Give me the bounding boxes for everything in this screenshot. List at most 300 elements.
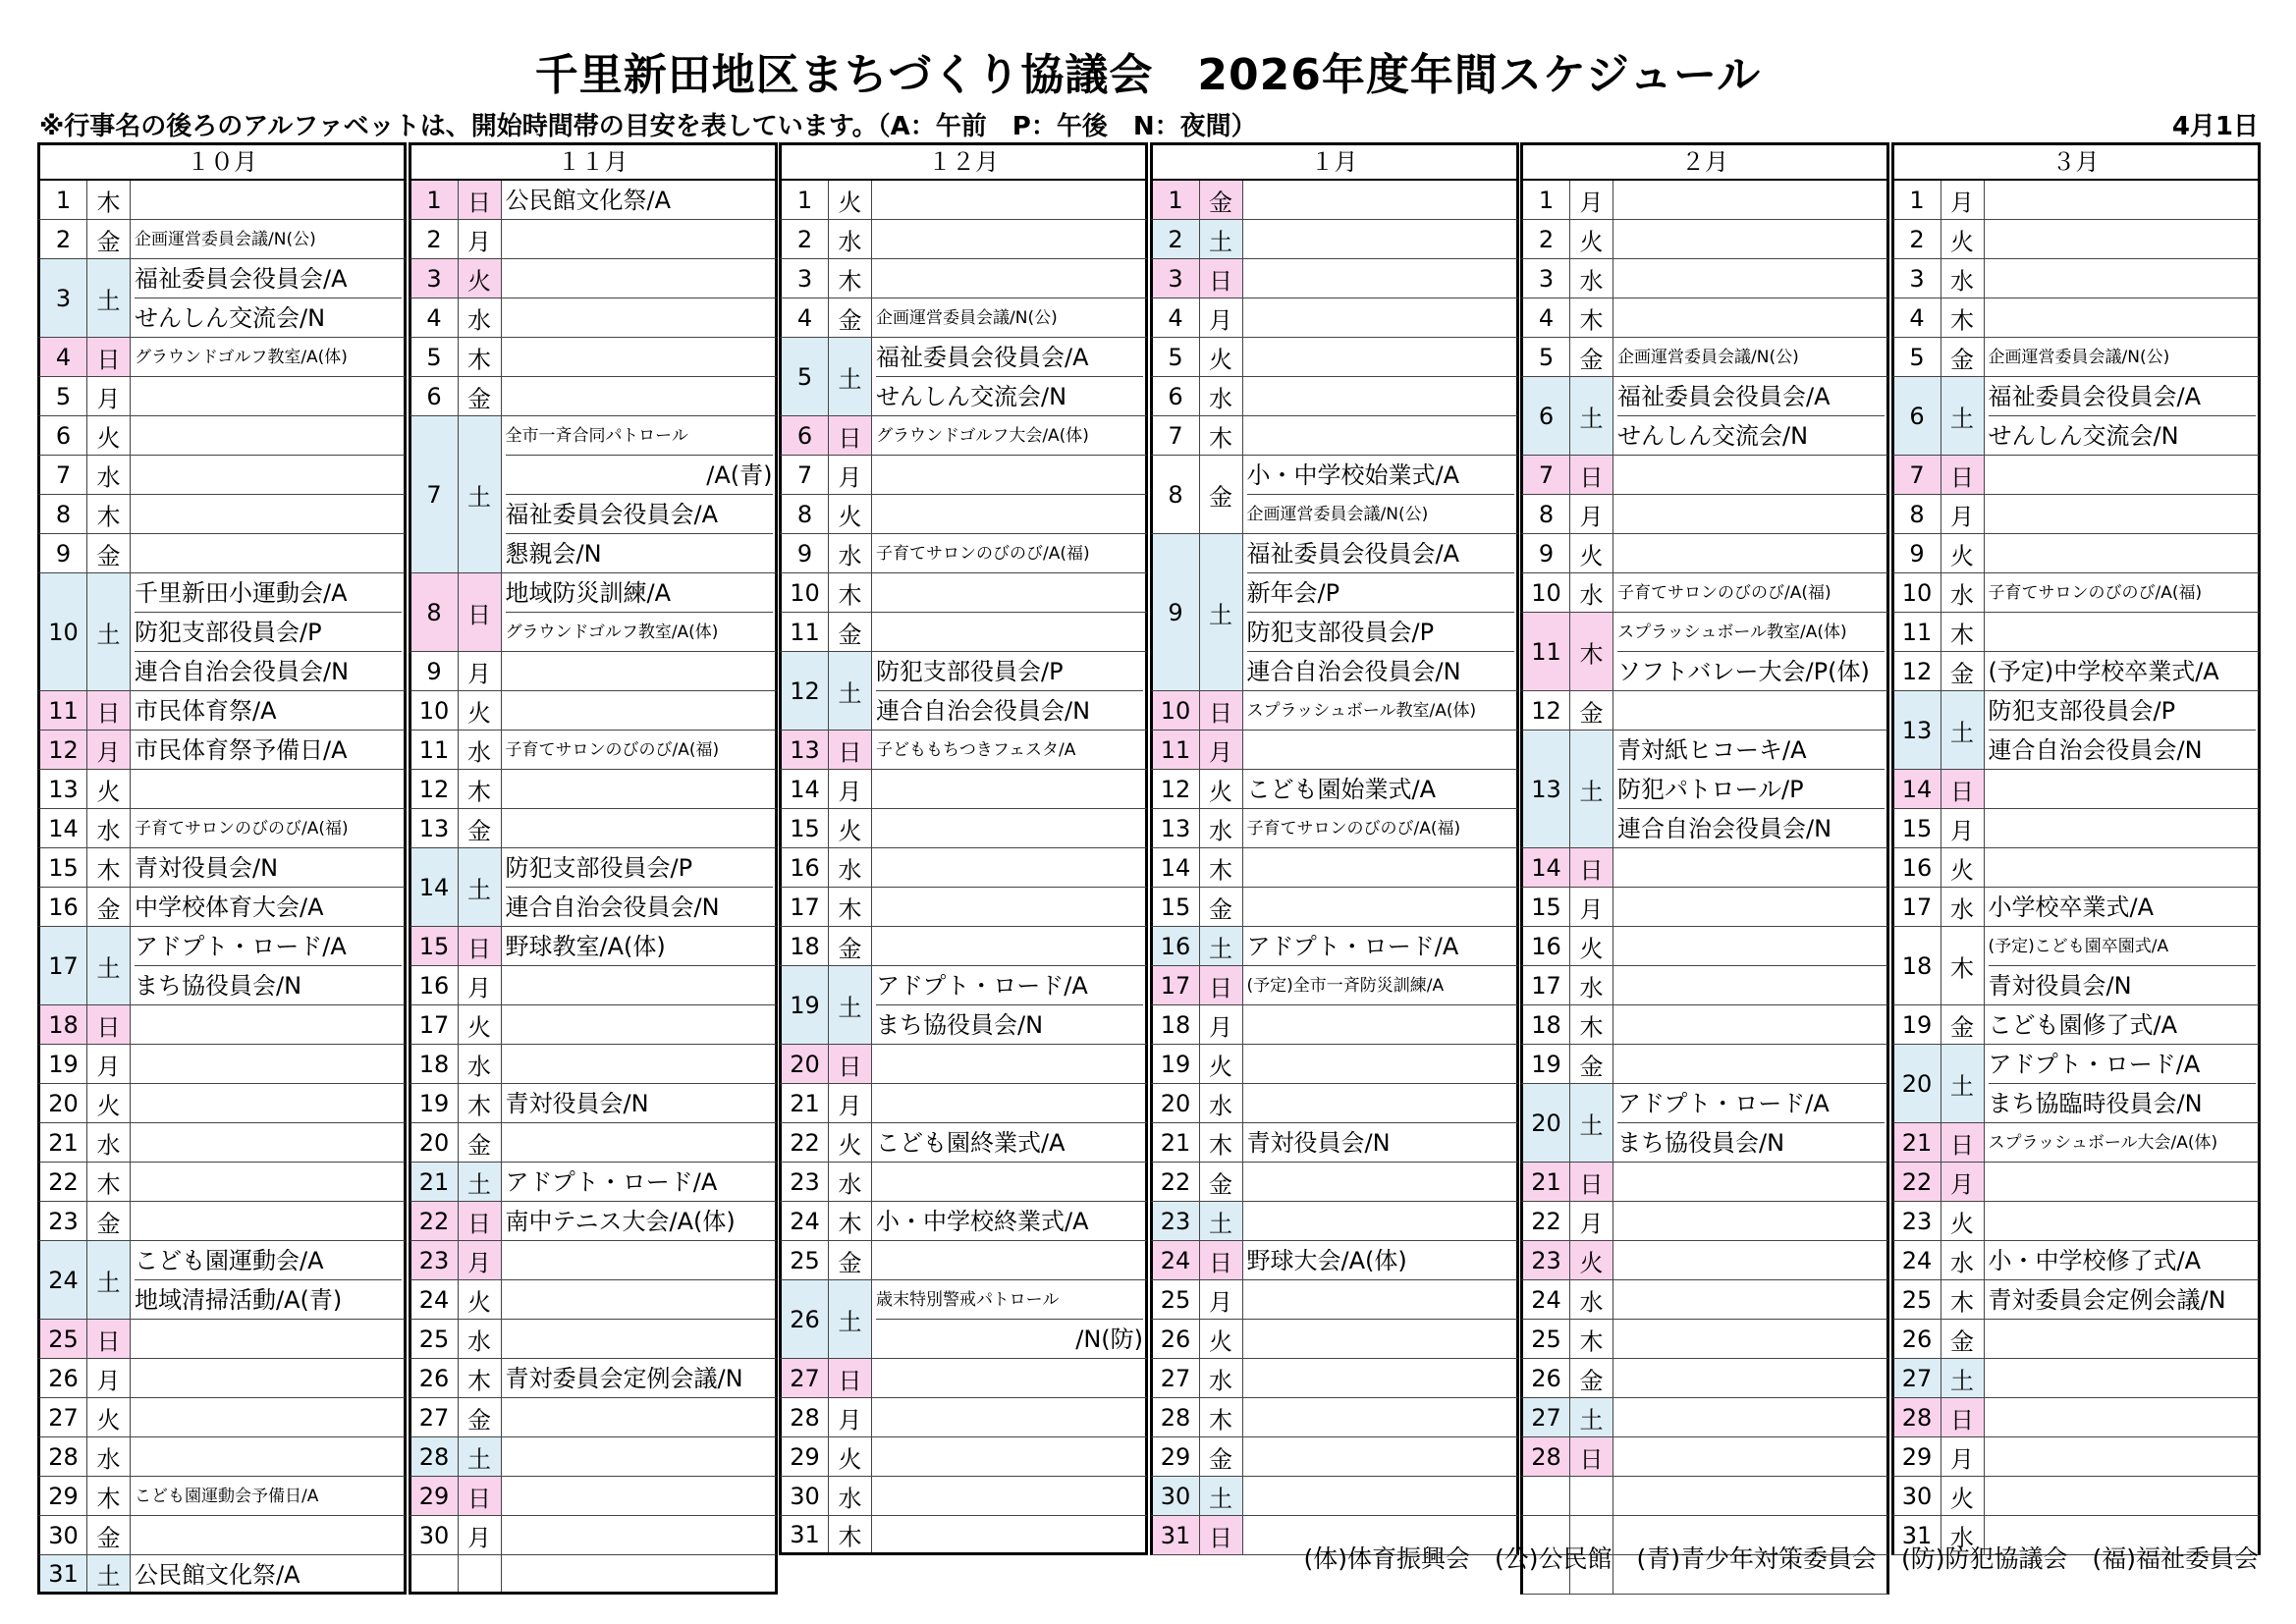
event-cell [1985, 534, 2258, 572]
weekday: 金 [459, 377, 502, 415]
event-cell [131, 888, 404, 926]
event-item: 野球大会/A(体) [1246, 1247, 1407, 1274]
day-number: 26 [1523, 1359, 1570, 1397]
event-cell [1243, 298, 1516, 337]
event-cell [1243, 1241, 1516, 1279]
day-row [779, 613, 1148, 652]
day-number: 9 [1523, 534, 1570, 572]
day-number: 25 [40, 1320, 87, 1358]
day-number: 2 [1153, 220, 1200, 258]
event-cell [131, 1437, 404, 1476]
event-cell [1613, 731, 1886, 847]
day-row [779, 1437, 1148, 1477]
weekday: 日 [1570, 456, 1613, 494]
weekday: 日 [829, 1359, 872, 1397]
event-item: せんしん交流会/N [1617, 422, 1809, 450]
day-number: 6 [782, 416, 829, 455]
weekday: 水 [1941, 573, 1985, 612]
day-number: 16 [40, 888, 87, 926]
weekday: 月 [829, 456, 872, 494]
event-cell [502, 1084, 775, 1122]
day-row [1520, 613, 1889, 691]
event-cell [502, 220, 775, 258]
day-number: 14 [782, 770, 829, 808]
day-number: 12 [40, 731, 87, 769]
day-row [37, 731, 407, 770]
event-cell [1985, 298, 2258, 337]
event-item: 青対委員会定例会議/N [1988, 1286, 2226, 1314]
day-number: 23 [411, 1241, 459, 1279]
day-number: 4 [1153, 298, 1200, 337]
day-row [409, 966, 778, 1005]
event-item: 小・中学校終業式/A [876, 1208, 1089, 1235]
weekday: 金 [1570, 1359, 1613, 1397]
weekday: 月 [829, 770, 872, 808]
weekday: 火 [459, 691, 502, 730]
weekday: 日 [1941, 456, 1985, 494]
day-number: 24 [782, 1202, 829, 1240]
month-header: １０月 [37, 142, 407, 181]
event-cell [502, 298, 775, 337]
weekday: 木 [87, 181, 131, 219]
event-cell [1985, 652, 2258, 690]
event-cell [131, 809, 404, 847]
event-cell [1985, 770, 2258, 808]
day-row [779, 1241, 1148, 1280]
day-number: 24 [1523, 1280, 1570, 1319]
event-cell [131, 377, 404, 415]
day-row [779, 456, 1148, 495]
day-number: 30 [411, 1516, 459, 1554]
day-number: 14 [1523, 848, 1570, 887]
day-number: 28 [1153, 1398, 1200, 1436]
day-row [1150, 1320, 1519, 1359]
event-cell [131, 259, 404, 337]
day-number: 23 [782, 1163, 829, 1201]
event-cell [131, 495, 404, 533]
weekday: 金 [87, 220, 131, 258]
day-row [779, 495, 1148, 534]
event-cell [1613, 534, 1886, 572]
event-cell [502, 691, 775, 730]
weekday: 金 [1200, 181, 1243, 219]
event-item: せんしん交流会/N [876, 383, 1067, 410]
event-cell [1243, 1202, 1516, 1240]
day-row [1150, 1005, 1519, 1045]
day-row [409, 731, 778, 770]
event-cell [872, 573, 1145, 612]
event-cell [131, 1516, 404, 1554]
weekday: 月 [1200, 298, 1243, 337]
event-cell [1985, 1477, 2258, 1515]
weekday: 土 [1200, 534, 1243, 690]
event-cell [1613, 573, 1886, 612]
weekday: 木 [1941, 298, 1985, 337]
day-number: 11 [1523, 613, 1570, 690]
weekday: 日 [87, 1005, 131, 1044]
day-row [1150, 1398, 1519, 1437]
event-cell [872, 613, 1145, 651]
event-cell [1613, 1045, 1886, 1083]
event-item: 中学校体育大会/A [135, 893, 324, 921]
day-number: 31 [1894, 1516, 1941, 1554]
event-cell [1613, 1320, 1886, 1358]
day-number: 2 [411, 220, 459, 258]
day-number: 30 [1153, 1477, 1200, 1515]
day-row [1520, 259, 1889, 298]
day-row [37, 1398, 407, 1437]
day-row [779, 1084, 1148, 1123]
day-row [1891, 377, 2261, 456]
event-cell [131, 416, 404, 455]
day-number: 24 [411, 1280, 459, 1319]
day-row [409, 1084, 778, 1123]
event-item: 防犯支部役員会/P [876, 652, 1143, 691]
day-number: 4 [1894, 298, 1941, 337]
event-cell [1985, 1045, 2258, 1122]
event-cell [1243, 1163, 1516, 1201]
event-cell [1243, 1123, 1516, 1162]
event-cell [1243, 848, 1516, 887]
weekday: 金 [1941, 1320, 1985, 1358]
event-cell [502, 1555, 775, 1592]
event-cell [502, 259, 775, 298]
day-row [409, 1202, 778, 1241]
day-row [1891, 848, 2261, 888]
day-number: 22 [782, 1123, 829, 1162]
day-row [1520, 1398, 1889, 1437]
event-cell [1243, 1280, 1516, 1319]
day-number: 15 [1523, 888, 1570, 926]
event-cell [502, 1516, 775, 1554]
day-number: 2 [40, 220, 87, 258]
weekday: 日 [1941, 1123, 1985, 1162]
event-cell [1613, 456, 1886, 494]
day-number: 21 [1894, 1123, 1941, 1162]
weekday: 水 [829, 848, 872, 887]
weekday: 月 [1570, 888, 1613, 926]
day-number: 18 [1894, 927, 1941, 1004]
event-cell [1613, 298, 1886, 337]
day-row [37, 1359, 407, 1398]
weekday: 金 [1570, 1045, 1613, 1083]
day-number: 14 [1153, 848, 1200, 887]
day-row [1520, 181, 1889, 220]
day-row [1891, 1359, 2261, 1398]
event-cell [502, 1477, 775, 1515]
weekday: 木 [829, 1202, 872, 1240]
day-number: 15 [40, 848, 87, 887]
day-row [779, 1477, 1148, 1516]
event-cell [502, 1320, 775, 1358]
event-item: 企画運営委員会議/N(公) [1617, 348, 1799, 367]
weekday: 金 [459, 1398, 502, 1436]
weekday: 金 [87, 1516, 131, 1554]
day-number: 27 [1894, 1359, 1941, 1397]
weekday: 金 [87, 534, 131, 572]
event-cell [872, 1163, 1145, 1201]
day-number: 18 [1523, 1005, 1570, 1044]
day-row [779, 534, 1148, 573]
event-item: 市民体育祭/A [135, 697, 277, 725]
weekday: 木 [1200, 416, 1243, 455]
month-header: １月 [1150, 142, 1519, 181]
day-number: 17 [1153, 966, 1200, 1004]
weekday: 土 [1941, 1045, 1985, 1122]
day-number: 5 [40, 377, 87, 415]
organization-legend: (体)体育振興会 (公)公民館 (青)青少年対策委員会 (防)防犯協議会 (福)福祉委員会 [1303, 1544, 2259, 1573]
day-row [1150, 220, 1519, 259]
day-row [37, 1123, 407, 1163]
weekday: 火 [1941, 534, 1985, 572]
day-row [1150, 809, 1519, 848]
event-cell [502, 1123, 775, 1162]
event-cell [1613, 848, 1886, 887]
weekday: 木 [87, 1163, 131, 1201]
day-row [37, 809, 407, 848]
weekday: 土 [829, 1280, 872, 1358]
weekday: 火 [459, 259, 502, 298]
weekday: 土 [1570, 731, 1613, 847]
day-number: 23 [40, 1202, 87, 1240]
weekday: 日 [1200, 691, 1243, 730]
weekday: 木 [829, 888, 872, 926]
event-cell [872, 1123, 1145, 1162]
day-row [37, 377, 407, 416]
day-row [1520, 1045, 1889, 1084]
event-cell [1243, 1437, 1516, 1476]
day-number: 10 [1894, 573, 1941, 612]
event-cell [1243, 1320, 1516, 1358]
weekday: 土 [459, 416, 502, 572]
month-header: ３月 [1891, 142, 2261, 181]
day-number: 25 [411, 1320, 459, 1358]
event-cell [1985, 1398, 2258, 1436]
weekday: 木 [1570, 613, 1613, 690]
day-number: 14 [411, 848, 459, 926]
event-item: 野球教室/A(体) [505, 933, 666, 960]
day-number: 29 [411, 1477, 459, 1515]
event-cell [131, 573, 404, 690]
day-number: 3 [40, 259, 87, 337]
day-number: 5 [1894, 338, 1941, 376]
issue-date: 4月1日 [2171, 112, 2259, 141]
day-number: 14 [40, 809, 87, 847]
day-row [409, 416, 778, 573]
weekday: 金 [87, 1202, 131, 1240]
day-row [779, 416, 1148, 456]
event-item: グラウンドゴルフ教室/A(体) [505, 623, 719, 642]
day-number: 6 [40, 416, 87, 455]
event-item: 連合自治会役員会/N [1617, 815, 1832, 842]
day-row [1891, 220, 2261, 259]
day-number: 2 [1523, 220, 1570, 258]
event-cell [131, 181, 404, 219]
day-row [37, 338, 407, 377]
event-cell [872, 1202, 1145, 1240]
event-cell [1243, 456, 1516, 533]
weekday: 水 [459, 1045, 502, 1083]
event-cell [1985, 1437, 2258, 1476]
weekday: 日 [1200, 1241, 1243, 1279]
event-item: まち協役員会/N [1617, 1129, 1785, 1157]
day-number: 17 [1894, 888, 1941, 926]
event-item: 企画運営委員会議/N(公) [1988, 348, 2170, 367]
event-cell [502, 652, 775, 690]
day-number: 22 [1153, 1163, 1200, 1201]
weekday: 土 [87, 1555, 131, 1592]
event-cell [1613, 1202, 1886, 1240]
event-cell [1243, 927, 1516, 965]
event-item: 福祉委員会役員会/A [1247, 534, 1514, 573]
weekday: 月 [459, 220, 502, 258]
day-number: 16 [782, 848, 829, 887]
event-cell [872, 1241, 1145, 1279]
event-cell [1613, 377, 1886, 455]
day-number: 13 [782, 731, 829, 769]
weekday: 金 [1200, 888, 1243, 926]
day-row [1150, 259, 1519, 298]
weekday: 日 [1941, 770, 1985, 808]
event-cell [502, 809, 775, 847]
event-item: アドプト・ロード/A [505, 1168, 718, 1196]
weekday: 日 [459, 573, 502, 651]
weekday: 金 [829, 298, 872, 337]
event-cell [1985, 456, 2258, 494]
weekday: 水 [1570, 259, 1613, 298]
event-cell [131, 1202, 404, 1240]
day-row [779, 181, 1148, 220]
day-row [1150, 1241, 1519, 1280]
event-cell [502, 416, 775, 572]
event-cell [1613, 1359, 1886, 1397]
weekday: 木 [1200, 1398, 1243, 1436]
day-number: 10 [411, 691, 459, 730]
event-item: 企画運営委員会議/N(公) [1246, 505, 1429, 524]
day-row [1520, 573, 1889, 613]
day-number: 8 [40, 495, 87, 533]
day-number: 19 [1894, 1005, 1941, 1044]
weekday: 日 [829, 416, 872, 455]
day-row [1150, 1202, 1519, 1241]
day-row [1520, 1241, 1889, 1280]
day-number: 7 [1523, 456, 1570, 494]
event-cell [1985, 691, 2258, 769]
day-number: 17 [1523, 966, 1570, 1004]
event-cell [502, 338, 775, 376]
event-cell [1613, 259, 1886, 298]
weekday: 月 [87, 377, 131, 415]
day-number: 20 [411, 1123, 459, 1162]
day-row [1520, 298, 1889, 338]
event-cell [1243, 181, 1516, 219]
weekday: 水 [1941, 1516, 1985, 1554]
event-item: 防犯支部役員会/P [506, 848, 773, 888]
event-cell [1613, 1280, 1886, 1319]
weekday: 火 [459, 1280, 502, 1319]
day-number: 9 [782, 534, 829, 572]
weekday: 水 [87, 456, 131, 494]
event-item: 連合自治会役員会/N [1988, 736, 2203, 764]
day-number: 27 [782, 1359, 829, 1397]
weekday: 土 [1941, 377, 1985, 455]
day-row [1150, 1084, 1519, 1123]
weekday: 土 [1200, 1477, 1243, 1515]
time-legend-note: ※行事名の後ろのアルファベットは、開始時間帯の目安を表しています。（A：午前 P：午後 N：夜間） [39, 112, 1257, 141]
weekday: 土 [1200, 1202, 1243, 1240]
event-cell [131, 731, 404, 769]
day-number: 7 [1153, 416, 1200, 455]
weekday: 水 [459, 298, 502, 337]
weekday: 木 [87, 1477, 131, 1515]
day-row [37, 1555, 407, 1595]
event-cell [1243, 966, 1516, 1004]
day-row [37, 573, 407, 691]
event-cell [1613, 220, 1886, 258]
weekday: 日 [87, 338, 131, 376]
weekday: 月 [1200, 1280, 1243, 1319]
day-row [779, 1280, 1148, 1359]
weekday: 木 [87, 495, 131, 533]
day-row [1891, 534, 2261, 573]
day-number: 1 [1523, 181, 1570, 219]
day-row [409, 338, 778, 377]
day-row [409, 1005, 778, 1045]
event-cell [1985, 1202, 2258, 1240]
day-number: 23 [1894, 1202, 1941, 1240]
weekday: 水 [1941, 259, 1985, 298]
day-row [1150, 888, 1519, 927]
day-number: 12 [1523, 691, 1570, 730]
weekday: 土 [87, 1241, 131, 1319]
weekday: 金 [459, 809, 502, 847]
day-row [409, 1123, 778, 1163]
event-cell [1243, 691, 1516, 730]
event-item: 小・中学校始業式/A [1247, 456, 1514, 495]
event-cell [1613, 1477, 1886, 1515]
day-number: 26 [782, 1280, 829, 1358]
day-number: 22 [1523, 1202, 1570, 1240]
event-cell [872, 416, 1145, 455]
day-number: 16 [1523, 927, 1570, 965]
day-row [409, 1280, 778, 1320]
event-cell [1613, 691, 1886, 730]
day-number: 9 [40, 534, 87, 572]
day-number: 7 [40, 456, 87, 494]
weekday: 木 [87, 848, 131, 887]
day-number: 10 [1153, 691, 1200, 730]
day-number: 31 [40, 1555, 87, 1592]
day-number: 28 [40, 1437, 87, 1476]
day-number: 3 [1894, 259, 1941, 298]
event-item: こども園終業式/A [876, 1129, 1066, 1157]
day-row [409, 181, 778, 220]
day-row [409, 1163, 778, 1202]
weekday: 木 [1570, 1005, 1613, 1044]
weekday: 火 [87, 1084, 131, 1122]
weekday: 火 [1200, 1320, 1243, 1358]
weekday: 日 [87, 691, 131, 730]
event-item: ソフトバレー大会/P(体) [1617, 658, 1870, 685]
day-number: 17 [40, 927, 87, 1004]
weekday: 金 [1200, 1163, 1243, 1201]
day-number: 10 [40, 573, 87, 690]
event-cell [872, 848, 1145, 887]
weekday: 金 [829, 927, 872, 965]
day-row [1891, 573, 2261, 613]
day-number: 3 [1523, 259, 1570, 298]
day-row [1150, 1280, 1519, 1320]
